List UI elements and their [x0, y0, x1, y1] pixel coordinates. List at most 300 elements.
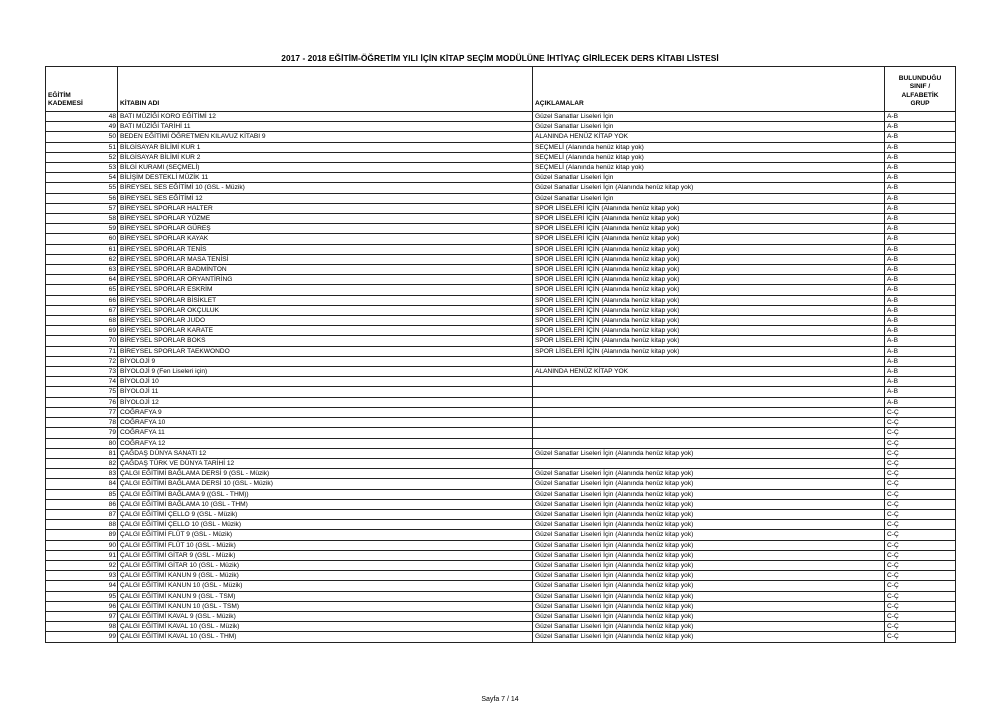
class-group: C-Ç: [885, 611, 956, 621]
table-row: [46, 469, 956, 479]
class-group: A-B: [885, 152, 956, 162]
book-name: BİREYSEL SPORLAR ESKRİM: [118, 285, 533, 295]
book-name: BİLGİSAYAR BİLİMİ KUR 1: [118, 142, 533, 152]
book-name: ÇALGI EĞİTİMİ KANUN 10 (GSL - Müzik): [118, 581, 533, 591]
description: Güzel Sanatlar Liseleri İçin (Alanında henüz kitap yok): [533, 611, 885, 621]
table-row: [46, 418, 956, 428]
kademe-cell: [46, 438, 104, 448]
kademe-cell: [46, 428, 104, 438]
description: Güzel Sanatlar Liseleri İçin (Alanında henüz kitap yok): [533, 530, 885, 540]
class-group: C-Ç: [885, 499, 956, 509]
kademe-cell: [46, 122, 104, 132]
row-number: 95: [104, 591, 118, 601]
row-number: 65: [104, 285, 118, 295]
book-name: COĞRAFYA 10: [118, 418, 533, 428]
table-row: [46, 183, 956, 193]
kademe-cell: [46, 346, 104, 356]
row-number: 51: [104, 142, 118, 152]
kademe-cell: [46, 560, 104, 570]
kademe-cell: [46, 254, 104, 264]
kademe-cell: [46, 305, 104, 315]
class-group: A-B: [885, 275, 956, 285]
description: ALANINDA HENÜZ KİTAP YOK: [533, 132, 885, 142]
book-name: ÇAĞDAŞ TÜRK VE DÜNYA TARİHİ 12: [118, 458, 533, 468]
kademe-cell: [46, 234, 104, 244]
table-row: [46, 336, 956, 346]
row-number: 64: [104, 275, 118, 285]
class-group: C-Ç: [885, 591, 956, 601]
class-group: A-B: [885, 326, 956, 336]
book-name: ÇALGI EĞİTİMİ ÇELLO 10 (GSL - Müzik): [118, 520, 533, 530]
table-row: [46, 499, 956, 509]
table-header-row: [46, 67, 956, 112]
kademe-cell: [46, 183, 104, 193]
kademe-cell: [46, 509, 104, 519]
header-grup-line3: ALFABETİK: [901, 91, 939, 99]
book-name: BİREYSEL SPORLAR BOKS: [118, 336, 533, 346]
table-row: [46, 601, 956, 611]
description: SPOR LİSELERİ İÇİN (Alanında henüz kitap yok): [533, 295, 885, 305]
book-name: COĞRAFYA 9: [118, 407, 533, 417]
table-row: [46, 305, 956, 315]
kademe-cell: [46, 601, 104, 611]
row-number: 73: [104, 367, 118, 377]
kademe-cell: [46, 571, 104, 581]
row-number: 52: [104, 152, 118, 162]
class-group: C-Ç: [885, 509, 956, 519]
description: Güzel Sanatlar Liseleri İçin (Alanında henüz kitap yok): [533, 571, 885, 581]
class-group: A-B: [885, 367, 956, 377]
class-group: C-Ç: [885, 428, 956, 438]
table-row: [46, 326, 956, 336]
table-row: [46, 520, 956, 530]
kademe-cell: [46, 367, 104, 377]
row-number: 85: [104, 489, 118, 499]
book-name: BİLGİSAYAR BİLİMİ KUR 2: [118, 152, 533, 162]
book-name: ÇALGI EĞİTİMİ KANUN 9 (GSL - Müzik): [118, 571, 533, 581]
description: SPOR LİSELERİ İÇİN (Alanında henüz kitap yok): [533, 285, 885, 295]
row-number: 97: [104, 611, 118, 621]
header-aciklamalar: AÇIKLAMALAR: [533, 67, 885, 112]
description: [533, 387, 885, 397]
row-number: 77: [104, 407, 118, 417]
row-number: 84: [104, 479, 118, 489]
book-name: BİYOLOJİ 9: [118, 356, 533, 366]
kademe-cell: [46, 499, 104, 509]
table-row: [46, 387, 956, 397]
kademe-cell: [46, 244, 104, 254]
description: [533, 458, 885, 468]
class-group: A-B: [885, 295, 956, 305]
row-number: 63: [104, 265, 118, 275]
class-group: C-Ç: [885, 469, 956, 479]
description: Güzel Sanatlar Liseleri İçin (Alanında henüz kitap yok): [533, 520, 885, 530]
description: Güzel Sanatlar Liseleri İçin (Alanında henüz kitap yok): [533, 622, 885, 632]
class-group: C-Ç: [885, 520, 956, 530]
row-number: 55: [104, 183, 118, 193]
book-name: ÇALGI EĞİTİMİ GİTAR 10 (GSL - Müzik): [118, 560, 533, 570]
table-body: [46, 112, 956, 643]
class-group: A-B: [885, 224, 956, 234]
kademe-cell: [46, 295, 104, 305]
row-number: 59: [104, 224, 118, 234]
kademe-cell: [46, 458, 104, 468]
row-number: 92: [104, 560, 118, 570]
kademe-cell: [46, 387, 104, 397]
description: SPOR LİSELERİ İÇİN (Alanında henüz kitap yok): [533, 346, 885, 356]
kademe-cell: [46, 336, 104, 346]
table-row: [46, 479, 956, 489]
page-title: 2017 - 2018 EĞİTİM-ÖĞRETİM YILI İÇİN KİTAP SEÇİM MODÜLÜNE İHTİYAÇ GİRİLECEK DERS KİTABI LİSTESİ: [281, 53, 719, 63]
table-row: [46, 356, 956, 366]
book-name: ÇALGI EĞİTİMİ KANUN 9 (GSL - TSM): [118, 591, 533, 601]
kademe-cell: [46, 326, 104, 336]
book-name: ÇALGI EĞİTİMİ BAĞLAMA DERSİ 9 (GSL - Müzik): [118, 469, 533, 479]
description: Güzel Sanatlar Liseleri İçin (Alanında henüz kitap yok): [533, 560, 885, 570]
kademe-cell: [46, 622, 104, 632]
book-name: ÇALGI EĞİTİMİ GİTAR 9 (GSL - Müzik): [118, 550, 533, 560]
description: Güzel Sanatlar Liseleri İçin (Alanında henüz kitap yok): [533, 469, 885, 479]
table-row: [46, 489, 956, 499]
book-name: ÇALGI EĞİTİMİ KAVAL 9 (GSL - Müzik): [118, 611, 533, 621]
row-number: 70: [104, 336, 118, 346]
book-name: ÇALGI EĞİTİMİ FLÜT 10 (GSL - Müzik): [118, 540, 533, 550]
kademe-cell: [46, 581, 104, 591]
description: SPOR LİSELERİ İÇİN (Alanında henüz kitap yok): [533, 316, 885, 326]
row-number: 74: [104, 377, 118, 387]
kademe-cell: [46, 142, 104, 152]
description: SPOR LİSELERİ İÇİN (Alanında henüz kitap yok): [533, 326, 885, 336]
class-group: A-B: [885, 244, 956, 254]
class-group: C-Ç: [885, 601, 956, 611]
table-row: [46, 234, 956, 244]
book-name: ÇALGI EĞİTİMİ KAVAL 10 (GSL - Müzik): [118, 622, 533, 632]
book-name: BİREYSEL SPORLAR BİSİKLET: [118, 295, 533, 305]
class-group: A-B: [885, 173, 956, 183]
kademe-cell: [46, 193, 104, 203]
kademe-cell: [46, 265, 104, 275]
table-row: [46, 438, 956, 448]
header-kitap-adi: KİTABIN ADI: [118, 67, 533, 112]
table-row: [46, 122, 956, 132]
book-name: BİREYSEL SPORLAR KAYAK: [118, 234, 533, 244]
description: SPOR LİSELERİ İÇİN (Alanında henüz kitap yok): [533, 275, 885, 285]
row-number: 48: [104, 112, 118, 122]
class-group: A-B: [885, 163, 956, 173]
header-kademe-line1: EĞİTİM: [48, 91, 71, 99]
description: Güzel Sanatlar Liseleri İçin (Alanında henüz kitap yok): [533, 550, 885, 560]
description: [533, 418, 885, 428]
table-row: [46, 377, 956, 387]
row-number: 57: [104, 203, 118, 213]
kademe-cell: [46, 173, 104, 183]
row-number: 86: [104, 499, 118, 509]
table-row: [46, 367, 956, 377]
header-bulundugu-grup: [885, 67, 956, 112]
class-group: A-B: [885, 356, 956, 366]
table-row: [46, 142, 956, 152]
description: Güzel Sanatlar Liseleri İçin (Alanında henüz kitap yok): [533, 632, 885, 642]
class-group: A-B: [885, 203, 956, 213]
book-name: ÇAĞDAŞ DÜNYA SANATI 12: [118, 448, 533, 458]
class-group: C-Ç: [885, 632, 956, 642]
description: Güzel Sanatlar Liseleri İçin (Alanında henüz kitap yok): [533, 448, 885, 458]
kademe-cell: [46, 632, 104, 642]
row-number: 75: [104, 387, 118, 397]
row-number: 79: [104, 428, 118, 438]
row-number: 94: [104, 581, 118, 591]
description: Güzel Sanatlar Liseleri İçin (Alanında henüz kitap yok): [533, 479, 885, 489]
table-row: [46, 173, 956, 183]
book-name: BİLİŞİM DESTEKLİ MÜZİK 11: [118, 173, 533, 183]
description: SPOR LİSELERİ İÇİN (Alanında henüz kitap yok): [533, 203, 885, 213]
description: SPOR LİSELERİ İÇİN (Alanında henüz kitap yok): [533, 224, 885, 234]
class-group: C-Ç: [885, 622, 956, 632]
table-row: [46, 152, 956, 162]
description: Güzel Sanatlar Liseleri İçin (Alanında henüz kitap yok): [533, 183, 885, 193]
row-number: 82: [104, 458, 118, 468]
table-row: [46, 254, 956, 264]
row-number: 69: [104, 326, 118, 336]
kademe-cell: [46, 214, 104, 224]
class-group: A-B: [885, 397, 956, 407]
class-group: A-B: [885, 112, 956, 122]
book-name: BİYOLOJİ 12: [118, 397, 533, 407]
class-group: C-Ç: [885, 438, 956, 448]
class-group: A-B: [885, 336, 956, 346]
row-number: 56: [104, 193, 118, 203]
kademe-cell: [46, 285, 104, 295]
kademe-cell: [46, 479, 104, 489]
book-name: BİREYSEL SES EĞİTİMİ 10 (GSL - Müzik): [118, 183, 533, 193]
kademe-cell: [46, 397, 104, 407]
class-group: C-Ç: [885, 418, 956, 428]
book-name: BİREYSEL SPORLAR JUDO: [118, 316, 533, 326]
header-kademe-line2: KADEMESİ: [48, 100, 83, 108]
table-row: [46, 275, 956, 285]
book-name: BİREYSEL SPORLAR BADMİNTON: [118, 265, 533, 275]
row-number: 66: [104, 295, 118, 305]
row-number: 49: [104, 122, 118, 132]
book-name: BİREYSEL SPORLAR OKÇULUK: [118, 305, 533, 315]
kademe-cell: [46, 224, 104, 234]
kademe-cell: [46, 275, 104, 285]
book-name: BİREYSEL SPORLAR HALTER: [118, 203, 533, 213]
table-row: [46, 224, 956, 234]
row-number: 89: [104, 530, 118, 540]
description: SPOR LİSELERİ İÇİN (Alanında henüz kitap yok): [533, 336, 885, 346]
description: ALANINDA HENÜZ KİTAP YOK: [533, 367, 885, 377]
table-row: [46, 611, 956, 621]
class-group: C-Ç: [885, 530, 956, 540]
class-group: A-B: [885, 377, 956, 387]
description: Güzel Sanatlar Liseleri İçin (Alanında henüz kitap yok): [533, 540, 885, 550]
kademe-cell: [46, 520, 104, 530]
book-name: BİREYSEL SPORLAR ORYANTİRİNG: [118, 275, 533, 285]
description: [533, 397, 885, 407]
table-row: [46, 407, 956, 417]
table-row: [46, 581, 956, 591]
class-group: A-B: [885, 132, 956, 142]
kademe-cell: [46, 316, 104, 326]
row-number: 99: [104, 632, 118, 642]
row-number: 98: [104, 622, 118, 632]
class-group: A-B: [885, 254, 956, 264]
class-group: C-Ç: [885, 581, 956, 591]
row-number: 67: [104, 305, 118, 315]
table-row: [46, 632, 956, 642]
description: SPOR LİSELERİ İÇİN (Alanında henüz kitap yok): [533, 234, 885, 244]
kademe-cell: [46, 203, 104, 213]
book-name: BATI MÜZİĞİ TARİHİ 11: [118, 122, 533, 132]
class-group: C-Ç: [885, 489, 956, 499]
row-number: 91: [104, 550, 118, 560]
table-row: [46, 193, 956, 203]
row-number: 93: [104, 571, 118, 581]
description: SEÇMELİ (Alanında henüz kitap yok): [533, 152, 885, 162]
book-name: ÇALGI EĞİTİMİ ÇELLO 9 (GSL - Müzik): [118, 509, 533, 519]
description: Güzel Sanatlar Liseleri İçin (Alanında henüz kitap yok): [533, 591, 885, 601]
book-name: BİYOLOJİ 9 (Fen Liseleri için): [118, 367, 533, 377]
row-number: 83: [104, 469, 118, 479]
class-group: A-B: [885, 122, 956, 132]
book-name: ÇALGI EĞİTİMİ FLÜT 9 (GSL - Müzik): [118, 530, 533, 540]
description: Güzel Sanatlar Liseleri İçin: [533, 112, 885, 122]
kademe-cell: [46, 418, 104, 428]
table-row: [46, 346, 956, 356]
class-group: A-B: [885, 214, 956, 224]
row-number: 50: [104, 132, 118, 142]
book-name: BİREYSEL SPORLAR KARATE: [118, 326, 533, 336]
table-row: [46, 112, 956, 122]
table-row: [46, 560, 956, 570]
description: SPOR LİSELERİ İÇİN (Alanında henüz kitap yok): [533, 254, 885, 264]
book-name: BATI MÜZİĞİ KORO EĞİTİMİ 12: [118, 112, 533, 122]
table-row: [46, 397, 956, 407]
header-egitim-kademesi: [46, 67, 118, 112]
kademe-cell: [46, 132, 104, 142]
header-grup-line4: GRUP: [910, 100, 930, 108]
table-row: [46, 203, 956, 213]
kademe-cell: [46, 407, 104, 417]
description: SEÇMELİ (Alanında henüz kitap yok): [533, 163, 885, 173]
row-number: 72: [104, 356, 118, 366]
book-name: BİREYSEL SES EĞİTİMİ 12: [118, 193, 533, 203]
table-row: [46, 591, 956, 601]
kademe-cell: [46, 448, 104, 458]
description: [533, 428, 885, 438]
table-row: [46, 316, 956, 326]
class-group: A-B: [885, 346, 956, 356]
class-group: C-Ç: [885, 540, 956, 550]
kademe-cell: [46, 356, 104, 366]
kademe-cell: [46, 377, 104, 387]
kademe-cell: [46, 163, 104, 173]
book-name: ÇALGI EĞİTİMİ BAĞLAMA 10 (GSL - THM): [118, 499, 533, 509]
table-row: [46, 509, 956, 519]
table-row: [46, 265, 956, 275]
row-number: 71: [104, 346, 118, 356]
book-name: BİREYSEL SPORLAR TENİS: [118, 244, 533, 254]
description: Güzel Sanatlar Liseleri İçin (Alanında henüz kitap yok): [533, 581, 885, 591]
page-footer: Sayfa 7 / 14: [481, 696, 519, 703]
row-number: 76: [104, 397, 118, 407]
class-group: C-Ç: [885, 550, 956, 560]
book-name: ÇALGI EĞİTİMİ KANUN 10 (GSL - TSM): [118, 601, 533, 611]
row-number: 87: [104, 509, 118, 519]
row-number: 88: [104, 520, 118, 530]
book-name: BİREYSEL SPORLAR YÜZME: [118, 214, 533, 224]
table-row: [46, 132, 956, 142]
class-group: A-B: [885, 285, 956, 295]
class-group: A-B: [885, 305, 956, 315]
row-number: 78: [104, 418, 118, 428]
class-group: C-Ç: [885, 560, 956, 570]
table-row: [46, 285, 956, 295]
table-row: [46, 163, 956, 173]
table-row: [46, 244, 956, 254]
book-name: COĞRAFYA 11: [118, 428, 533, 438]
row-number: 90: [104, 540, 118, 550]
table-row: [46, 214, 956, 224]
description: SPOR LİSELERİ İÇİN (Alanında henüz kitap yok): [533, 244, 885, 254]
row-number: 60: [104, 234, 118, 244]
kademe-cell: [46, 112, 104, 122]
row-number: 54: [104, 173, 118, 183]
book-name: BİYOLOJİ 10: [118, 377, 533, 387]
table-row: [46, 550, 956, 560]
row-number: 53: [104, 163, 118, 173]
class-group: C-Ç: [885, 458, 956, 468]
book-name: BİYOLOJİ 11: [118, 387, 533, 397]
kademe-cell: [46, 550, 104, 560]
class-group: C-Ç: [885, 407, 956, 417]
kademe-cell: [46, 530, 104, 540]
row-number: 96: [104, 601, 118, 611]
description: Güzel Sanatlar Liseleri İçin: [533, 122, 885, 132]
description: SEÇMELİ (Alanında henüz kitap yok): [533, 142, 885, 152]
description: [533, 356, 885, 366]
row-number: 80: [104, 438, 118, 448]
book-name: BİREYSEL SPORLAR TAEKWONDO: [118, 346, 533, 356]
table-row: [46, 622, 956, 632]
class-group: A-B: [885, 265, 956, 275]
book-name: ÇALGI EĞİTİMİ KAVAL 10 (GSL - THM): [118, 632, 533, 642]
row-number: 68: [104, 316, 118, 326]
book-name: BİREYSEL SPORLAR MASA TENİSİ: [118, 254, 533, 264]
class-group: A-B: [885, 193, 956, 203]
description: Güzel Sanatlar Liseleri İçin (Alanında henüz kitap yok): [533, 509, 885, 519]
kademe-cell: [46, 591, 104, 601]
table-row: [46, 540, 956, 550]
class-group: A-B: [885, 316, 956, 326]
class-group: C-Ç: [885, 479, 956, 489]
class-group: C-Ç: [885, 571, 956, 581]
kademe-cell: [46, 540, 104, 550]
book-name: ÇALGI EĞİTİMİ BAĞLAMA 9 ((GSL - THM)): [118, 489, 533, 499]
description: Güzel Sanatlar Liseleri İçin (Alanında henüz kitap yok): [533, 601, 885, 611]
description: Güzel Sanatlar Liseleri İçin: [533, 173, 885, 183]
kademe-cell: [46, 489, 104, 499]
class-group: A-B: [885, 183, 956, 193]
table-row: [46, 428, 956, 438]
row-number: 81: [104, 448, 118, 458]
book-name: BİLGİ KURAMI (SEÇMELİ): [118, 163, 533, 173]
class-group: C-Ç: [885, 448, 956, 458]
row-number: 58: [104, 214, 118, 224]
table-row: [46, 530, 956, 540]
table-row: [46, 448, 956, 458]
